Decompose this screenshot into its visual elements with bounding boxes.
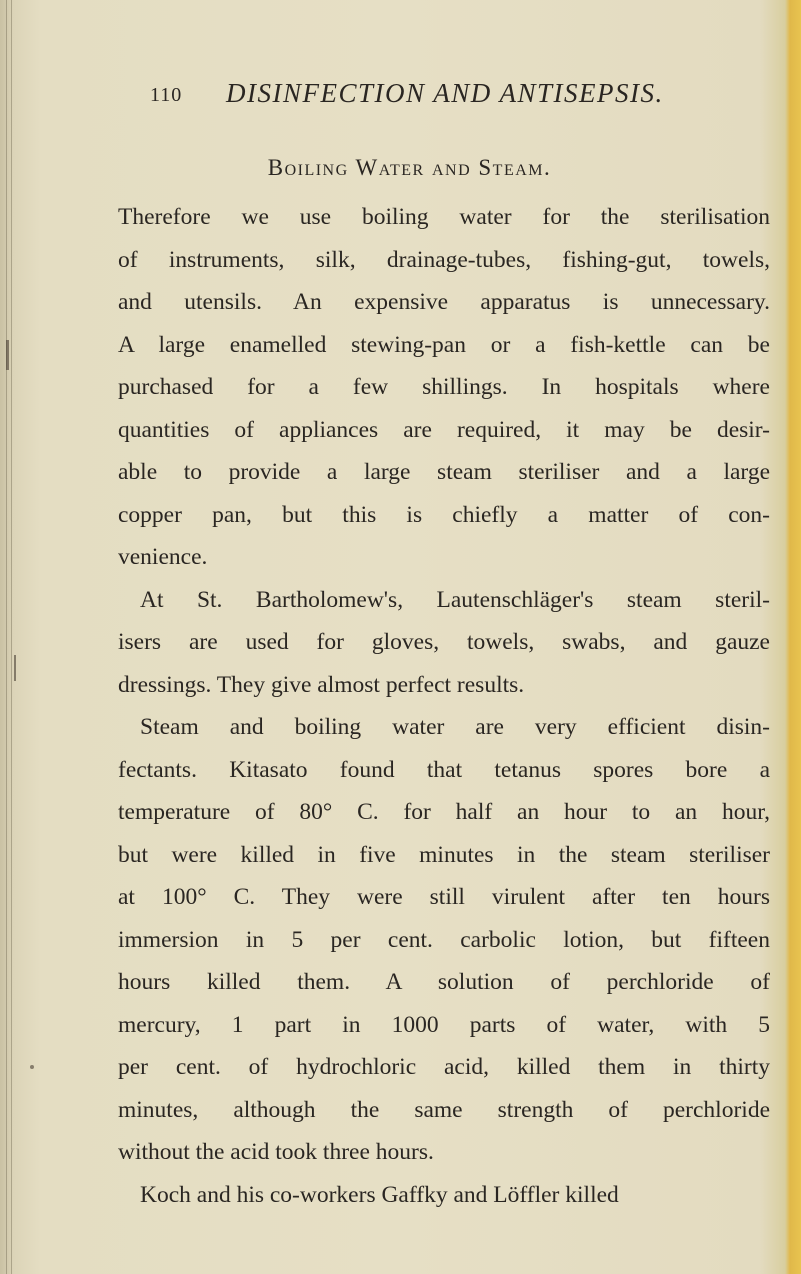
- text-line: venience.: [118, 544, 208, 570]
- page-number: 110: [150, 84, 183, 106]
- text-line: quantities of appliances are required, it may be desir-: [118, 416, 770, 443]
- text-line: at 100° C. They were still virulent after ten hours: [118, 884, 770, 910]
- text-line: but were killed in five minutes in the steam steriliser: [118, 841, 770, 868]
- text-line: dressings. They give almost perfect results.: [118, 671, 525, 698]
- text-line: per cent. of hydrochloric acid, killed them in thirty: [118, 1054, 770, 1080]
- text-line: and utensils. An expensive apparatus is unnecessary.: [118, 289, 770, 315]
- text-line: Therefore we use boiling water for the sterilisation: [118, 204, 770, 230]
- text-line: without the acid took three hours.: [118, 1139, 434, 1165]
- text-line: fectants. Kitasato found that tetanus spores bore a: [118, 756, 770, 783]
- margin-mark: [30, 1065, 34, 1069]
- text-line: purchased for a few shillings. In hospitals where: [118, 374, 770, 400]
- text-line: immersion in 5 per cent. carbolic lotion, but fifteen: [118, 926, 770, 953]
- text-line: able to provide a large steam steriliser and a large: [118, 459, 770, 485]
- margin-mark: [6, 340, 9, 370]
- body-text: [118, 196, 770, 1216]
- binding-edge: [6, 0, 7, 1274]
- text-line: copper pan, but this is chiefly a matter of con-: [118, 501, 770, 528]
- text-line: temperature of 80° C. for half an hour to an hour,: [118, 799, 770, 825]
- text-line: isers are used for gloves, towels, swabs, and gauze: [118, 629, 770, 655]
- binding-edge: [11, 0, 12, 1274]
- running-head: [150, 78, 710, 114]
- running-title: DISINFECTION AND ANTISEPSIS.: [226, 78, 664, 108]
- text-line: mercury, 1 part in 1000 parts of water, with 5: [118, 1011, 770, 1038]
- margin-mark: [14, 655, 16, 681]
- section-heading: Boiling Water and Steam.: [267, 155, 552, 180]
- text-line: At St. Bartholomew's, Lautenschläger's steam steril-: [140, 586, 770, 613]
- text-line: minutes, although the same strength of perchloride: [118, 1096, 770, 1123]
- text-line: A large enamelled stewing-pan or a fish-kettle can be: [118, 331, 770, 358]
- text-line: hours killed them. A solution of perchloride of: [118, 969, 770, 995]
- text-line: Koch and his co-workers Gaffky and Löffler killed: [140, 1181, 619, 1208]
- text-line: of instruments, silk, drainage-tubes, fishing-gut, towels,: [118, 246, 770, 273]
- text-line: Steam and boiling water are very efficient disin-: [140, 714, 770, 740]
